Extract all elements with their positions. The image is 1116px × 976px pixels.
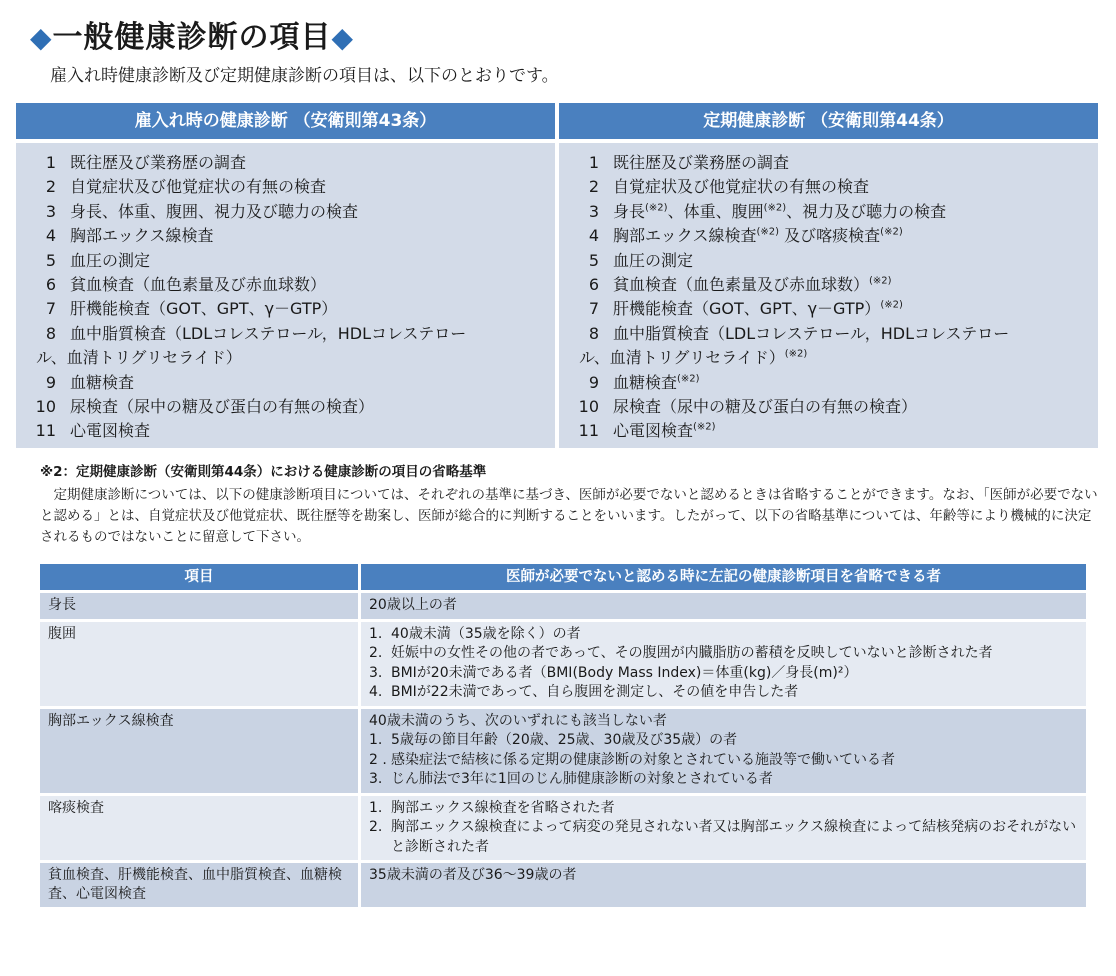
list-item: 1. 胸部エックス線検査を省略された者 [369,799,615,816]
list-item: 9 血糖検査$^{(※2)}$ [588,372,700,392]
footnote-mark: (※2) [869,275,892,287]
footnote-mark: (※2) [880,226,903,238]
list-item: ル、血清トリグリセライド） [36,348,242,368]
list-item: 3 身長、体重、腹囲、視力及び聴力の検査 [45,201,359,221]
criteria-table [40,564,1086,910]
list-item: 3. じん肺法で3年に1回のじん肺健康診断の対象とされている者 [369,771,773,787]
row-item: 胸部エックス線検査 [40,709,358,793]
comparison-table [16,103,1098,448]
list-item: 4 胸部エックス線検査 [45,226,214,246]
list-item: 4 胸部エックス線検査$^{(※2)}$ 及び喀痰検査$^{(※2)}$ [588,226,903,246]
omission-criteria-title: ※2：定期健康診断（安衛則第44条）における健康診断の項目の省略基準 [40,464,487,480]
footnote-mark: (※2) [693,422,716,434]
list-item: 1. 40歳未満（35歳を除く）の者 [369,625,581,642]
footnote-mark: (※2) [784,348,808,360]
periodic-checkup-list [559,143,1098,448]
table-row [40,622,1086,706]
list-item: 4. BMIが22未満であって、自ら腹囲を測定し、その値を申告した者 [369,684,799,700]
row-condition [361,709,1086,793]
list-item: 2. 胸部エックス線検査によって病変の発見されない者又は胸部エックス線検査によって結核発病のおそれがないと診断された者 [369,819,1077,855]
list-item: 9 血糖検査 [45,372,135,392]
list-item: 11 心電図検査 [35,421,151,441]
list-item: 5 血圧の測定 [588,250,694,270]
column-header-condition: 医師が必要でないと認める時に左記の健康診断項目を省略できる者 [361,564,1086,590]
footnote-mark: (※2) [645,202,668,214]
table-row [40,796,1086,861]
footnote-mark: (※2) [756,226,780,238]
list-item: 5 血圧の測定 [45,250,151,270]
list-item: 2. 妊娠中の女性その他の者であって、その腹囲が内臓脂肪の蓄積を反映していないと診断された者 [369,645,993,661]
hiring-checkup-list [16,143,555,448]
table-row [40,709,1086,793]
list-item: 6 貧血検査（血色素量及び赤血球数） [45,275,327,295]
row-item: 喀痰検査 [40,796,358,861]
column-header-item: 項目 [40,564,358,590]
row-condition [361,622,1086,706]
list-item: 1 既往歴及び業務歴の調査 [588,153,790,172]
table-header-row [40,564,1086,590]
row-item: 身長 [40,593,358,619]
periodic-checkup-header: 定期健康診断 （安衛則第44条） [559,103,1098,139]
page-title [30,14,354,62]
list-item: ル、血清トリグリセライド）$^{(※2)}$ [579,348,808,368]
list-item: 3. BMIが20未満である者（BMI(Body Mass Index)＝体重(kg)／身長(m)²） [369,664,858,681]
list-item: 11 心電図検査$^{(※2)}$ [578,421,716,441]
hiring-checkup-header: 雇入れ時の健康診断 （安衛則第43条） [16,103,555,139]
row-condition: 20歳以上の者 [361,593,1086,619]
list-item: 8 血中脂質検査（LDLコレステロール，HDLコレステロー [45,323,467,343]
page-title-text: 一般健康診断の項目 [52,20,332,55]
list-item: 8 血中脂質検査（LDLコレステロール，HDLコレステロー [588,323,1010,343]
footnote-mark: (※2) [880,300,903,312]
footnote-mark: (※2) [763,202,787,214]
list-item: 10 尿検査（尿中の糖及び蛋白の有無の検査） [578,397,918,417]
list-item: 1. 5歳毎の節目年齢（20歳、25歳、30歳及び35歳）の者 [369,732,738,748]
footnote-mark: (※2) [677,373,700,385]
list-item: 6 貧血検査（血色素量及び赤血球数）$^{(※2)}$ [588,275,892,295]
list-item: 7 肝機能検査（GOT、GPT、γ－GTP） [45,299,338,319]
list-item: 1 既往歴及び業務歴の調査 [45,153,247,172]
row-condition [361,796,1086,861]
row-condition: 35歳未満の者及び36～39歳の者 [361,863,1086,907]
page-subtitle: 雇入れ時健康診断及び定期健康診断の項目は、以下のとおりです。 [50,66,559,86]
row-item: 貧血検査、肝機能検査、血中脂質検査、血糖検査、心電図検査 [40,863,358,907]
list-item: 2 自覚症状及び他覚症状の有無の検査 [588,177,870,197]
list-item: 2 自覚症状及び他覚症状の有無の検査 [45,177,327,197]
row-intro: 40歳未満のうち、次のいずれにも該当しない者 [369,712,667,729]
table-row [40,863,1086,907]
list-item: 7 肝機能検査（GOT、GPT、γ－GTP）$^{(※2)}$ [588,299,903,319]
row-item: 腹囲 [40,622,358,706]
list-item: 2 . 感染症法で結核に係る定期の健康診断の対象とされている施設等で働いている者 [369,751,895,768]
diamond-icon: ◆ [30,21,53,54]
omission-criteria-text: 定期健康診断については、以下の健康診断項目については、それぞれの基準に基づき、医師が必要でないと認めるときは省略することができます。なお、「医師が必要でないと認める」とは、自覚症状及び他覚症状、既往歴等を勘案し、医師が総合的に判断することをいいます。したがって、以下の省略基準については、年齢等により機械的に決定されるものではないことに留意して下さい。 [40,487,1098,545]
table-row [40,593,1086,619]
list-item: 3 身長$^{(※2)}$、体重、腹囲$^{(※2)}$、視力及び聴力の検査 [588,201,947,221]
list-item: 10 尿検査（尿中の糖及び蛋白の有無の検査） [35,397,375,417]
diamond-icon: ◆ [331,21,355,54]
